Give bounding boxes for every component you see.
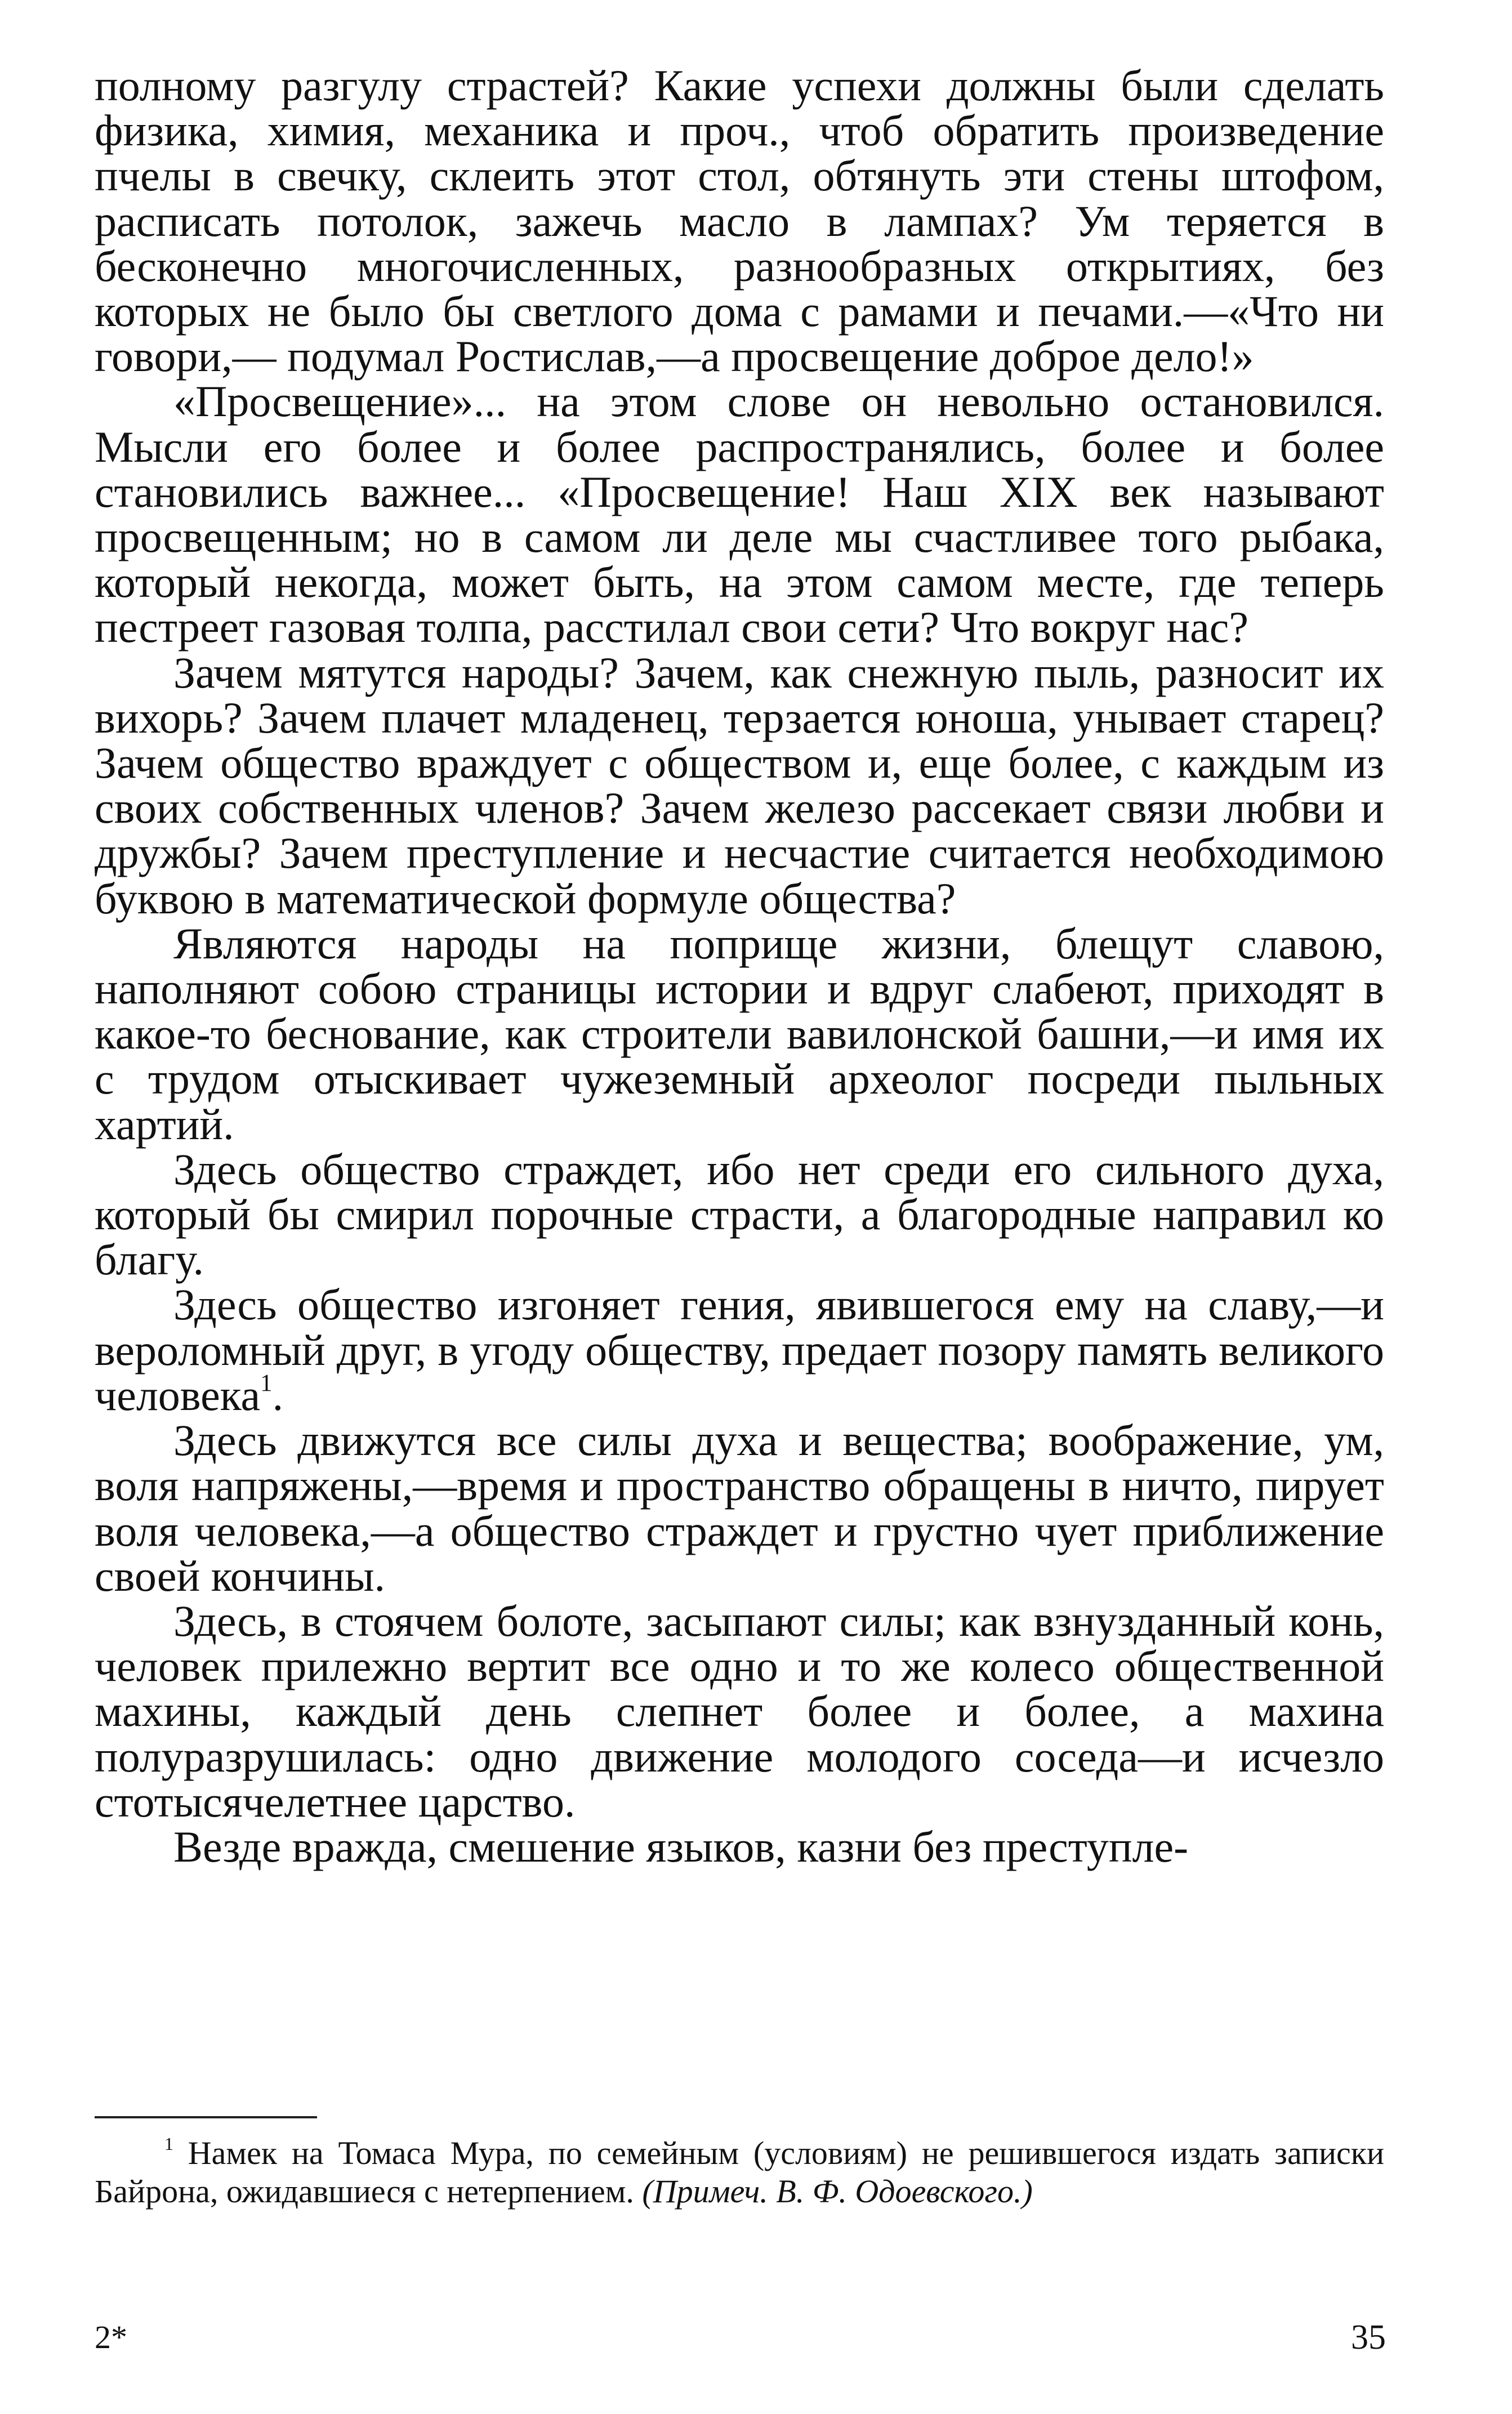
- main-text: [95, 63, 1384, 1869]
- paragraph: «Просвещение»... на этом слове он невольно остановился. Мысли его более и более распространялись, более и более становились важнее... «Просвещение! Наш XIX век называют просвещенным; но в самом ли деле мы счастливее того рыбака, который некогда, может быть, на этом самом месте, где теперь пестреет газовая толпа, расстилал свои сети? Что вокруг нас?: [95, 377, 1384, 652]
- page-number: 35: [1351, 2318, 1386, 2357]
- footnote-reference: 1: [260, 1370, 273, 1397]
- paragraph: Здесь, в стоячем болоте, засыпают силы; как взнузданный конь, человек прилежно вертит все одно и то же колесо общественной махины, каждый день слепнет более и более, а махина полуразрушилась: одно движение молодого соседа—и исчезло стотысячелетнее царство.: [95, 1596, 1384, 1826]
- paragraph: Везде вражда, смешение языков, казни без преступле-: [173, 1822, 1189, 1871]
- paragraph: полному разгулу страстей? Какие успехи должны были сделать физика, химия, механика и проч., чтоб обратить произведение пчелы в свечку, склеить этот стол, обтянуть эти стены штофом, расписать потолок, зажечь масло в лампах? Ум теряется в бесконечно многочисленных, разнообразных открытиях, без которых не было бы светлого дома с рамами и печами.—«Что ни говори,— подумал Ростислав,—а просвещение доброе дело!»: [95, 61, 1384, 381]
- paragraph-with-footnote: Здесь общество изгоняет гения, явившегося ему на славу,—и вероломный друг, в угоду обществу, предает позору память великого человека$^1$.: [95, 1280, 1384, 1420]
- footnote-marker: 1: [164, 2134, 173, 2154]
- paragraph: Являются народы на поприще жизни, блещут славою, наполняют собою страницы истории и вдруг слабеют, приходят в какое-то беснование, как строители вавилонской башни,—и имя их с трудом отыскивает чужеземный археолог посреди пыльных хартий.: [95, 918, 1384, 1149]
- paragraph-text: Здесь общество изгоняет гения, явившегося ему на славу,—и вероломный друг, в угоду обществу, предает позору память великого человека: [95, 1280, 1384, 1420]
- paragraph: Зачем мятутся народы? Зачем, как снежную пыль, разносит их вихорь? Зачем плачет младенец, терзается юноша, унывает старец? Зачем общество враждует с обществом и, еще более, с каждым из своих собственных членов? Зачем железо рассекает связи любви и дружбы? Зачем преступление и несчастие считается необходимою буквою в математической формуле общества?: [95, 648, 1384, 923]
- footnote-divider: [95, 2116, 317, 2118]
- paragraph: Здесь движутся все силы духа и вещества; воображение, ум, воля напряжены,—время и пространство обращены в ничто, пирует воля человека,—а общество страждет и грустно чует приближение своей кончины.: [95, 1416, 1384, 1600]
- paragraph: Здесь общество страждет, ибо нет среди его сильного духа, который бы смирил порочные страсти, а благородные направил ко благу.: [95, 1144, 1384, 1284]
- signature-mark: 2*: [95, 2319, 127, 2355]
- footnote: [95, 2134, 1384, 2211]
- footnote-editor-note: (Примеч. В. Ф. Одоевского.): [642, 2173, 1033, 2210]
- footnote-text: Намек на Томаса Мура, по семейным (условиям) не решившегося издать записки Байрона, ожидавшиеся с нетерпением.: [95, 2135, 1384, 2210]
